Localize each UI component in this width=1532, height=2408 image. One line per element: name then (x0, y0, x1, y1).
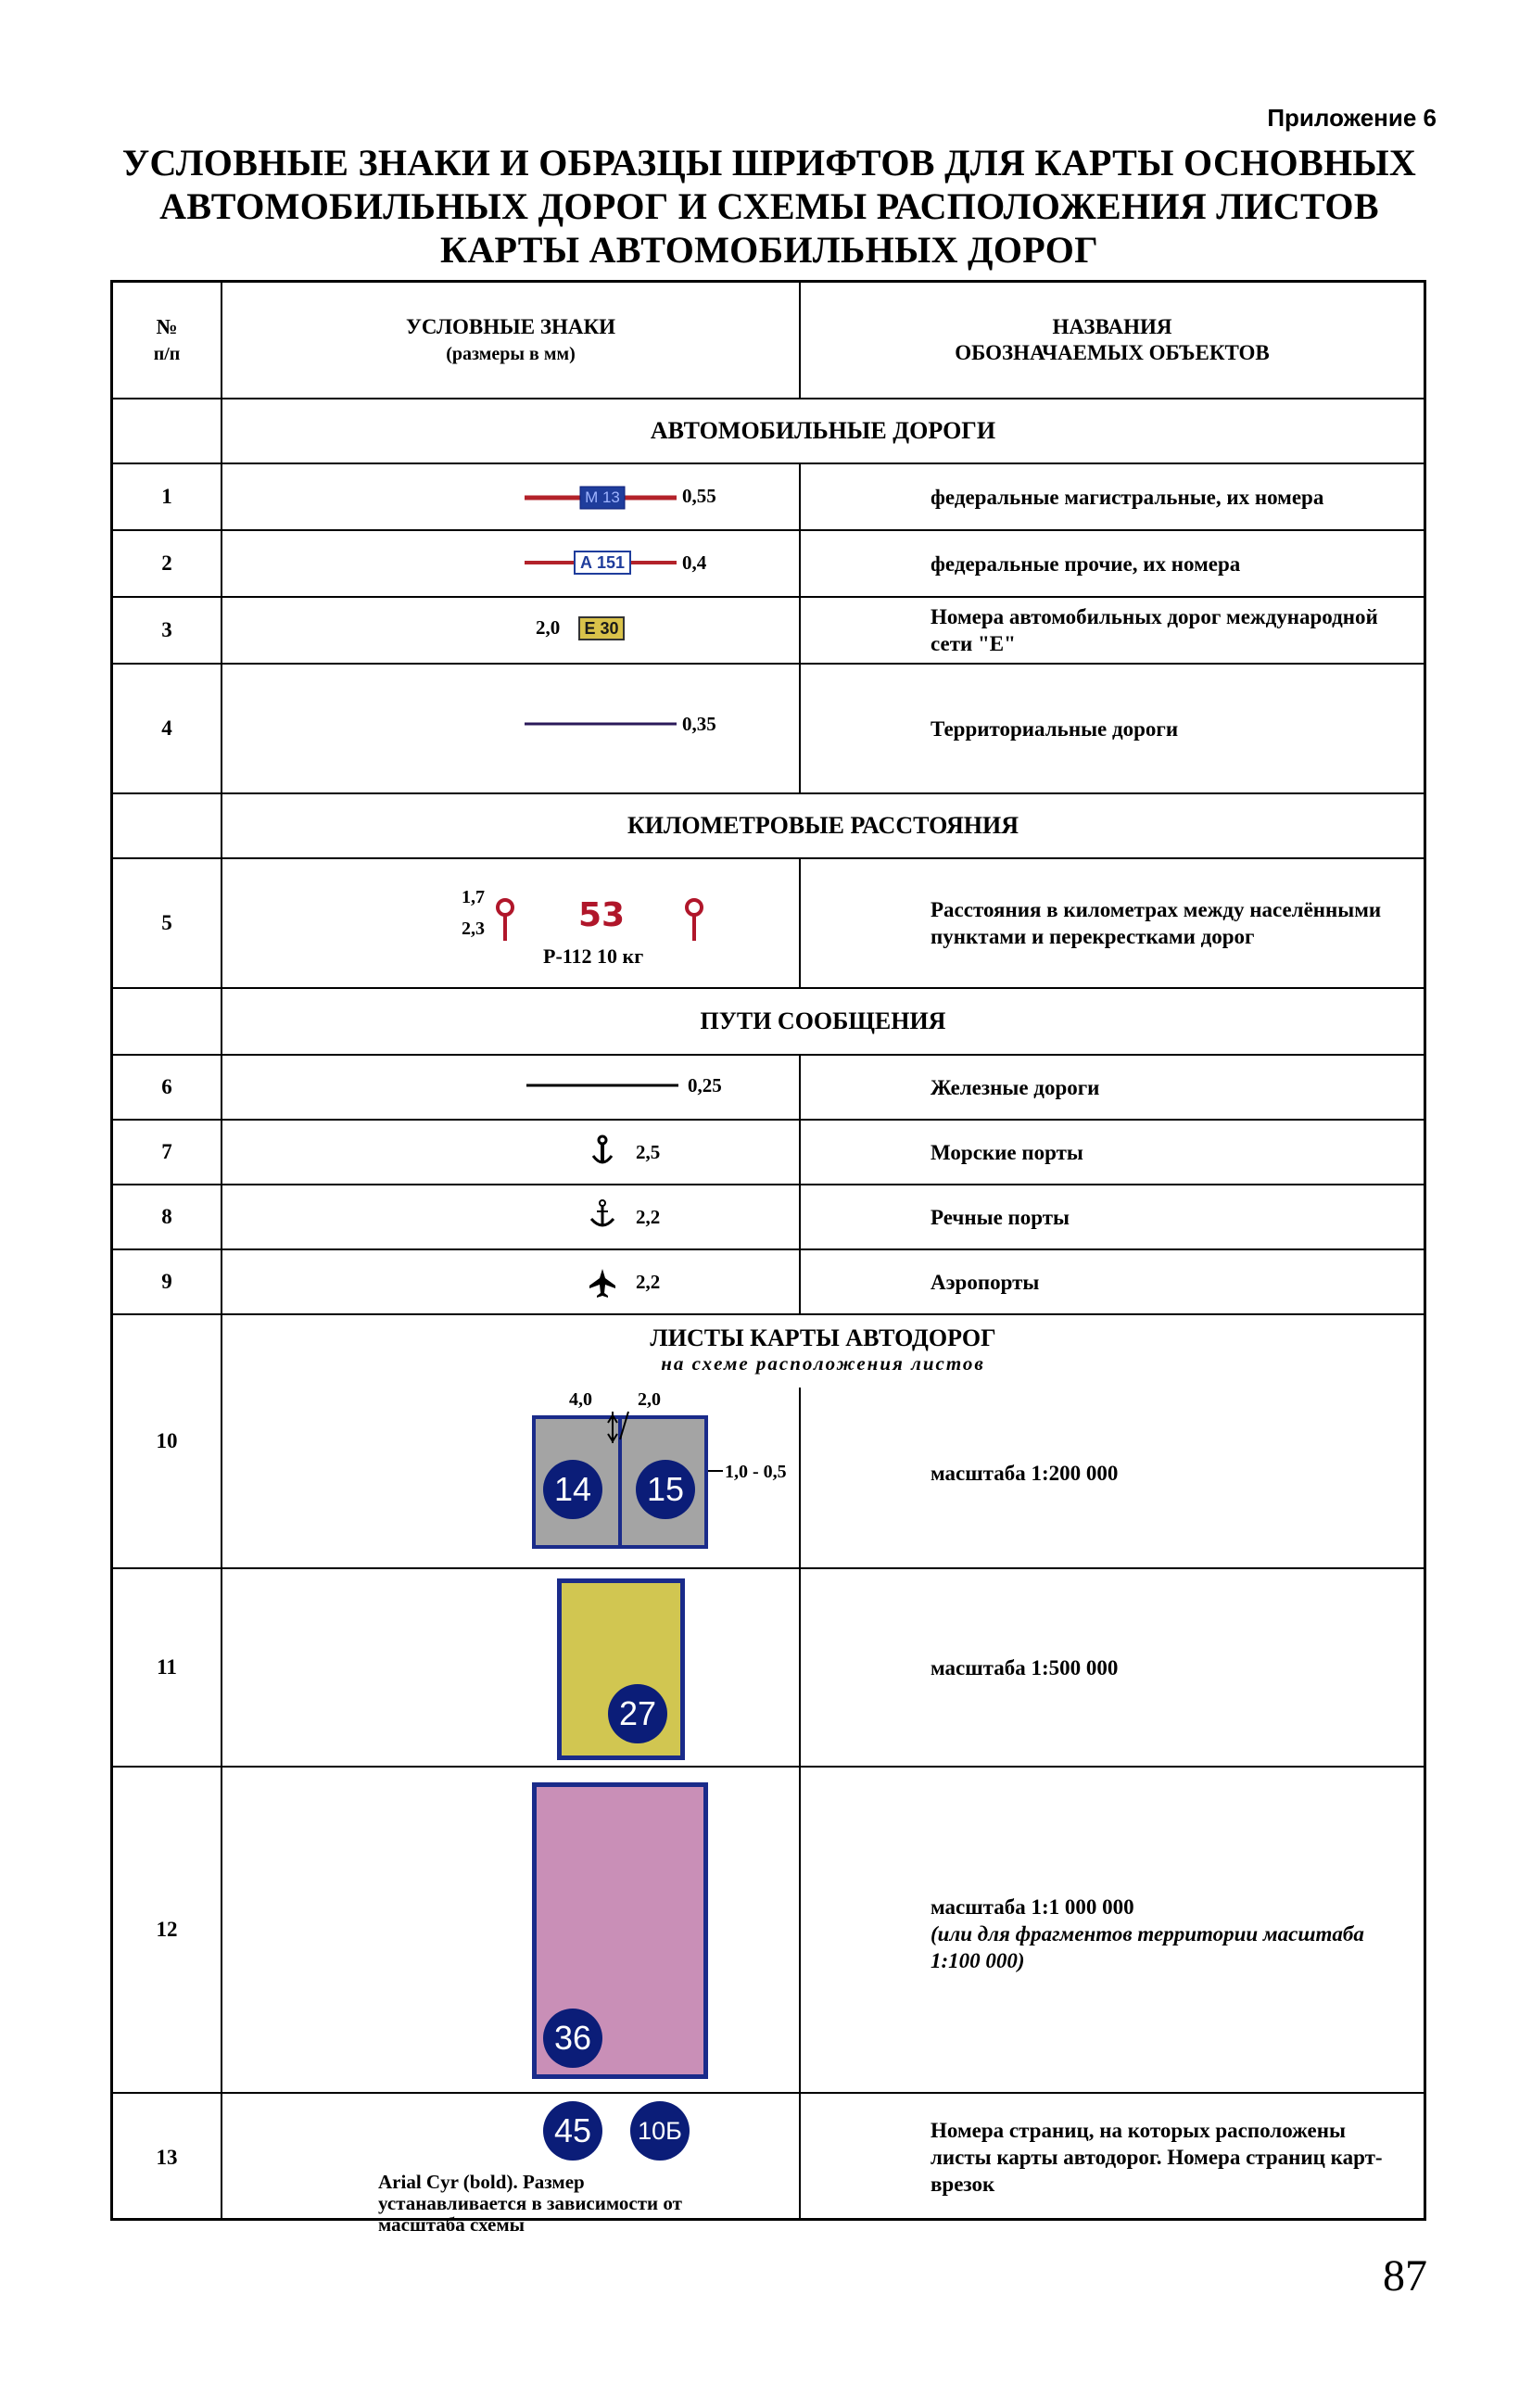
airplane-icon (222, 1250, 801, 1315)
header-sym-line1: УСЛОВНЫЕ ЗНАКИ (405, 314, 616, 338)
row-number: 5 (113, 859, 222, 987)
sheet-number-badge: 15 (636, 1460, 695, 1519)
section-row (113, 398, 1424, 463)
row-number: 13 (113, 2094, 222, 2221)
object-name: федеральные магистральные, их номера (931, 485, 1324, 509)
header-num-line2: п/п (153, 343, 181, 364)
dimension-label-b: 2,0 (638, 1389, 661, 1410)
row-number: 8 (113, 1185, 222, 1248)
appendix-label: Приложение 6 (1267, 104, 1437, 132)
row-number: 9 (113, 1250, 222, 1313)
header-num (113, 283, 222, 398)
object-name: Номера страниц, на которых расположены листы карты автодорог. Номера страниц карт-врезок (931, 2119, 1383, 2196)
e-route-number: Е 30 (584, 619, 619, 638)
km-distance-value: 53 (578, 896, 626, 934)
size-label-b: 2,3 (462, 919, 485, 939)
size-label: 2,2 (636, 1206, 661, 1228)
page-number-badge: 10Б (630, 2101, 690, 2161)
object-name: Морские порты (931, 1140, 1083, 1164)
object-name: масштаба 1:200 000 (931, 1462, 1119, 1485)
symbol-cell (222, 1121, 801, 1184)
table-row (113, 2092, 1424, 2236)
header-name-line2: ОБОЗНАЧАЕМЫХ ОБЪЕКТОВ (955, 341, 1270, 364)
dimension-label-a: 4,0 (569, 1389, 592, 1410)
header-name-line1: НАЗВАНИЯ (1052, 315, 1172, 338)
row-number: 7 (113, 1121, 222, 1184)
object-name: Речные порты (931, 1205, 1070, 1229)
symbol-cell (222, 1250, 801, 1313)
table-row (113, 1567, 1424, 1766)
table-header (113, 283, 1424, 398)
size-label: 2,5 (636, 1141, 661, 1163)
symbol-cell (222, 1768, 801, 2092)
object-name: федеральные прочие, их номера (931, 551, 1241, 576)
symbol-cell (222, 1569, 801, 1766)
line-width-label: 0,35 (682, 713, 716, 735)
dimension-lines (222, 1380, 801, 1569)
section-title-roads: АВТОМОБИЛЬНЫЕ ДОРОГИ (650, 417, 996, 444)
row-number: 3 (113, 598, 222, 663)
object-name-note: (или для фрагментов территории масштаба 1:100 000) (931, 1922, 1364, 1972)
line-width-label: 0,55 (682, 485, 716, 507)
line-width-label: 0,4 (682, 551, 707, 574)
object-name: масштаба 1:1 000 000 (931, 1895, 1134, 1919)
table-row (113, 529, 1424, 596)
symbol-cell (222, 2094, 801, 2236)
object-name: Номера автомобильных дорог международной сети "Е" (931, 605, 1378, 655)
road-number-label: М 13 (585, 488, 620, 506)
legend-table (110, 280, 1426, 2236)
table-row (113, 1766, 1424, 2092)
table-row (113, 663, 1424, 792)
header-names (801, 283, 1424, 398)
sheet-number-badge: 27 (608, 1684, 667, 1743)
page-number: 87 (1383, 2251, 1427, 2300)
header-num-line1: № (156, 314, 178, 338)
row-number: 4 (113, 665, 222, 792)
header-sym-line2: (размеры в мм) (446, 343, 576, 364)
page-number-badge: 45 (543, 2101, 602, 2161)
object-name: Территориальные дороги (931, 716, 1179, 741)
empty-num-cell (113, 989, 222, 1054)
table-row (113, 857, 1424, 987)
line-width-label: 0,25 (688, 1074, 722, 1096)
section-sheets-title: ЛИСТЫ КАРТЫ АВТОДОРОГ (650, 1324, 996, 1351)
object-name: Аэропорты (931, 1270, 1040, 1294)
row-number: 6 (113, 1056, 222, 1119)
row-number: 12 (113, 1768, 222, 2092)
object-name-cell (801, 1768, 1424, 2092)
sea-port-anchor-icon (222, 1121, 801, 1185)
row-number: 1 (113, 464, 222, 529)
symbol-cell (222, 1185, 801, 1248)
object-name: масштаба 1:500 000 (931, 1655, 1119, 1679)
symbol-cell (222, 531, 801, 596)
table-row (113, 1119, 1424, 1184)
symbol-cell (222, 598, 801, 663)
federal-road-symbol (222, 531, 801, 596)
empty-num-cell (113, 399, 222, 463)
section-title-routes: ПУТИ СООБЩЕНИЯ (700, 1008, 946, 1034)
section-row (113, 792, 1424, 857)
symbol-cell (222, 1056, 801, 1119)
section-row (113, 987, 1424, 1054)
row-number: 10 (113, 1315, 222, 1567)
section-title-sheets (222, 1315, 1424, 1380)
header-symbols (222, 283, 801, 398)
symbol-cell (222, 859, 801, 987)
row-number: 11 (113, 1569, 222, 1766)
km-pin-icon (687, 900, 702, 941)
sheet-number-badge: 14 (543, 1460, 602, 1519)
symbol-cell (222, 1380, 801, 1567)
km-pin-icon (498, 900, 513, 941)
river-port-anchor-icon (222, 1185, 801, 1250)
table-row (113, 1054, 1424, 1119)
row-number: 2 (113, 531, 222, 596)
font-note: Arial Cyr (bold). Размер устанавливается в зависимости от масштаба схемы (378, 2171, 682, 2236)
dimension-label-c: 1,0 - 0,5 (725, 1462, 787, 1482)
size-label-a: 1,7 (462, 887, 485, 907)
table-row (113, 1313, 1424, 1567)
table-row (113, 1248, 1424, 1313)
size-label: 2,2 (636, 1271, 661, 1293)
road-number-label: А 151 (579, 553, 626, 572)
symbol-cell (222, 665, 801, 792)
table-row (113, 463, 1424, 529)
object-name: Железные дороги (931, 1075, 1100, 1099)
empty-num-cell (113, 794, 222, 857)
table-row (113, 1184, 1424, 1248)
size-label: 2,0 (536, 616, 561, 639)
font-note: Р-112 10 кг (543, 944, 644, 968)
section-title-distances: КИЛОМЕТРОВЫЕ РАССТОЯНИЯ (627, 812, 1019, 839)
sheet-number-badge: 36 (543, 2009, 602, 2068)
table-row (113, 596, 1424, 663)
page-title: УСЛОВНЫЕ ЗНАКИ И ОБРАЗЦЫ ШРИФТОВ ДЛЯ КАРТЫ ОСНОВНЫХ АВТОМОБИЛЬНЫХ ДОРОГ И СХЕМЫ РАСПОЛОЖЕНИЯ ЛИСТОВ КАРТЫ АВТОМОБИЛЬНЫХ ДОРОГ (121, 142, 1417, 271)
object-name: Расстояния в километрах между населёнными пунктами и перекрестками дорог (931, 898, 1382, 948)
section-sheets-subtitle: на схеме расположения листов (661, 1352, 985, 1375)
symbol-cell (222, 464, 801, 529)
km-marker-icons (222, 859, 801, 989)
